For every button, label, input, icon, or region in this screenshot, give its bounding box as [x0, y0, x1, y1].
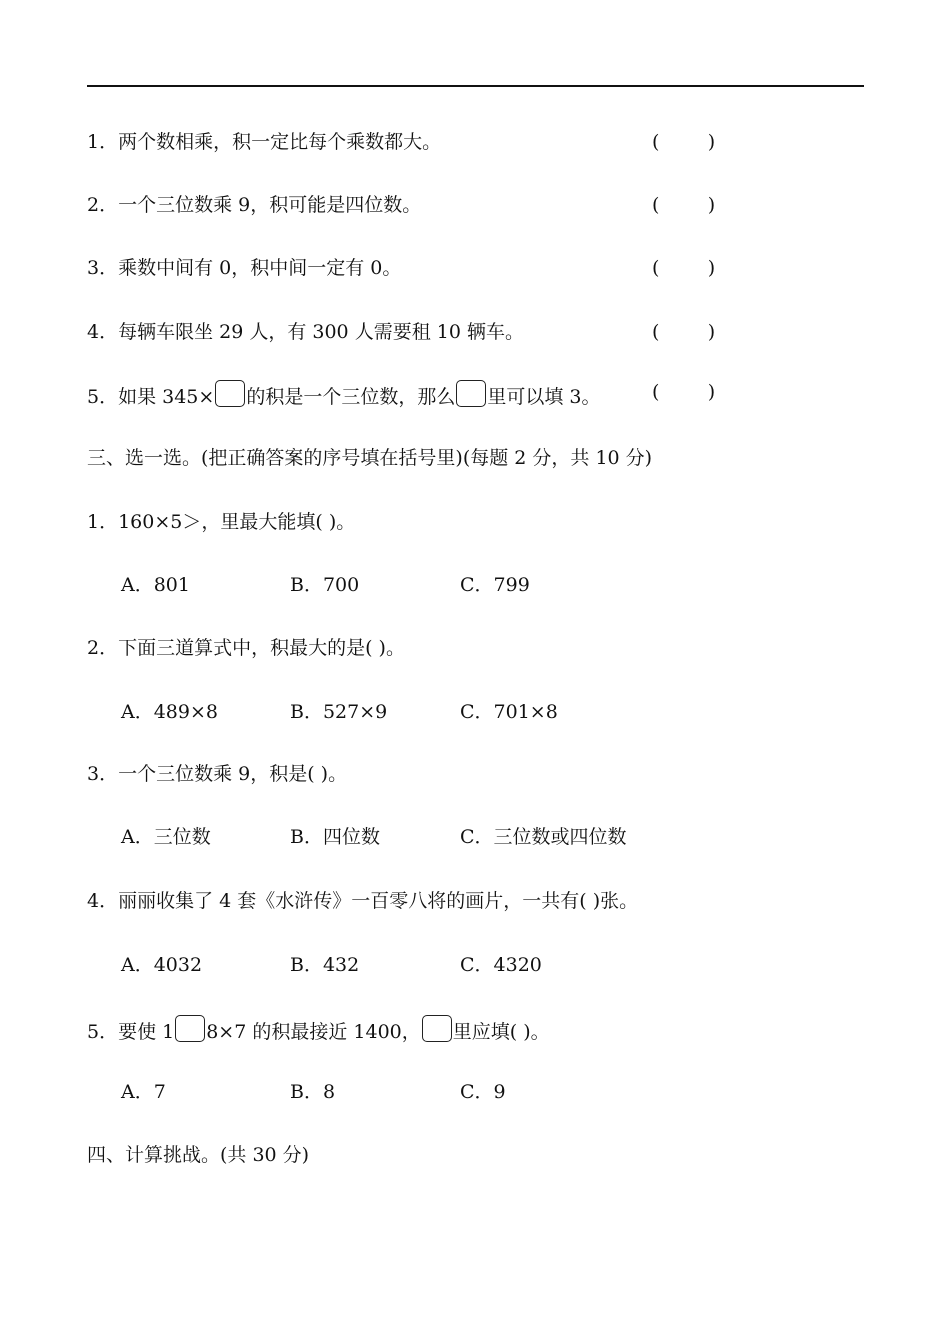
judge-item-5 [87, 380, 600, 409]
choice-question-5-part-b: 8×7 的积最接近 1400， [206, 1021, 421, 1043]
choice-1-option-a[interactable]: A．801 [121, 574, 190, 596]
blank-box[interactable] [175, 1015, 205, 1042]
choice-heading: 三、选一选。(把正确答案的序号填在括号里)(每题 2 分，共 10 分) [87, 447, 653, 469]
choice-question-3: 3．一个三位数乘 9，积是( )。 [87, 763, 348, 785]
judge-item-2: 2．一个三位数乘 9，积可能是四位数。 [87, 194, 422, 216]
choice-3-option-a[interactable]: A．三位数 [121, 826, 211, 848]
choice-question-5-part-a: 5．要使 1 [87, 1021, 175, 1043]
judge-answer-4[interactable]: ( ) [652, 321, 716, 343]
choice-question-4: 4．丽丽收集了 4 套《水浒传》一百零八将的画片，一共有( )张。 [87, 890, 639, 912]
choice-5-option-c[interactable]: C．9 [460, 1081, 506, 1103]
judge-item-4: 4．每辆车限坐 29 人，有 300 人需要租 10 辆车。 [87, 321, 524, 343]
choice-question-2: 2．下面三道算式中，积最大的是( )。 [87, 637, 405, 659]
choice-3-option-b[interactable]: B．四位数 [290, 826, 380, 848]
blank-box[interactable] [215, 380, 245, 407]
choice-4-option-c[interactable]: C．4320 [460, 954, 542, 976]
top-rule [87, 85, 864, 87]
choice-2-option-b[interactable]: B．527×9 [290, 701, 388, 723]
choice-3-option-c[interactable]: C．三位数或四位数 [460, 826, 627, 848]
judge-item-5-part-c: 里可以填 3。 [487, 386, 601, 408]
judge-item-3: 3．乘数中间有 0，积中间一定有 0。 [87, 257, 402, 279]
judge-answer-5[interactable]: ( ) [652, 381, 716, 403]
choice-1-option-c[interactable]: C．799 [460, 574, 530, 596]
blank-box[interactable] [422, 1015, 452, 1042]
choice-4-option-a[interactable]: A．4032 [121, 954, 203, 976]
choice-question-5 [87, 1015, 550, 1044]
judge-answer-1[interactable]: ( ) [652, 131, 716, 153]
judge-answer-2[interactable]: ( ) [652, 194, 716, 216]
blank-box[interactable] [456, 380, 486, 407]
choice-5-option-a[interactable]: A．7 [121, 1081, 166, 1103]
judge-answer-3[interactable]: ( ) [652, 257, 716, 279]
choice-2-option-a[interactable]: A．489×8 [121, 701, 218, 723]
choice-4-option-b[interactable]: B．432 [290, 954, 360, 976]
choice-question-5-part-c: 里应填( )。 [452, 1021, 550, 1043]
judge-item-5-part-b: 的积是一个三位数，那么 [246, 386, 456, 408]
compute-heading: 四、计算挑战。(共 30 分) [87, 1144, 310, 1166]
choice-1-option-b[interactable]: B．700 [290, 574, 360, 596]
choice-5-option-b[interactable]: B．8 [290, 1081, 336, 1103]
choice-2-option-c[interactable]: C．701×8 [460, 701, 558, 723]
judge-item-1: 1．两个数相乘，积一定比每个乘数都大。 [87, 131, 442, 153]
choice-question-1: 1．160×5＞，里最大能填( )。 [87, 511, 356, 533]
judge-item-5-part-a: 5．如果 345× [87, 386, 215, 408]
